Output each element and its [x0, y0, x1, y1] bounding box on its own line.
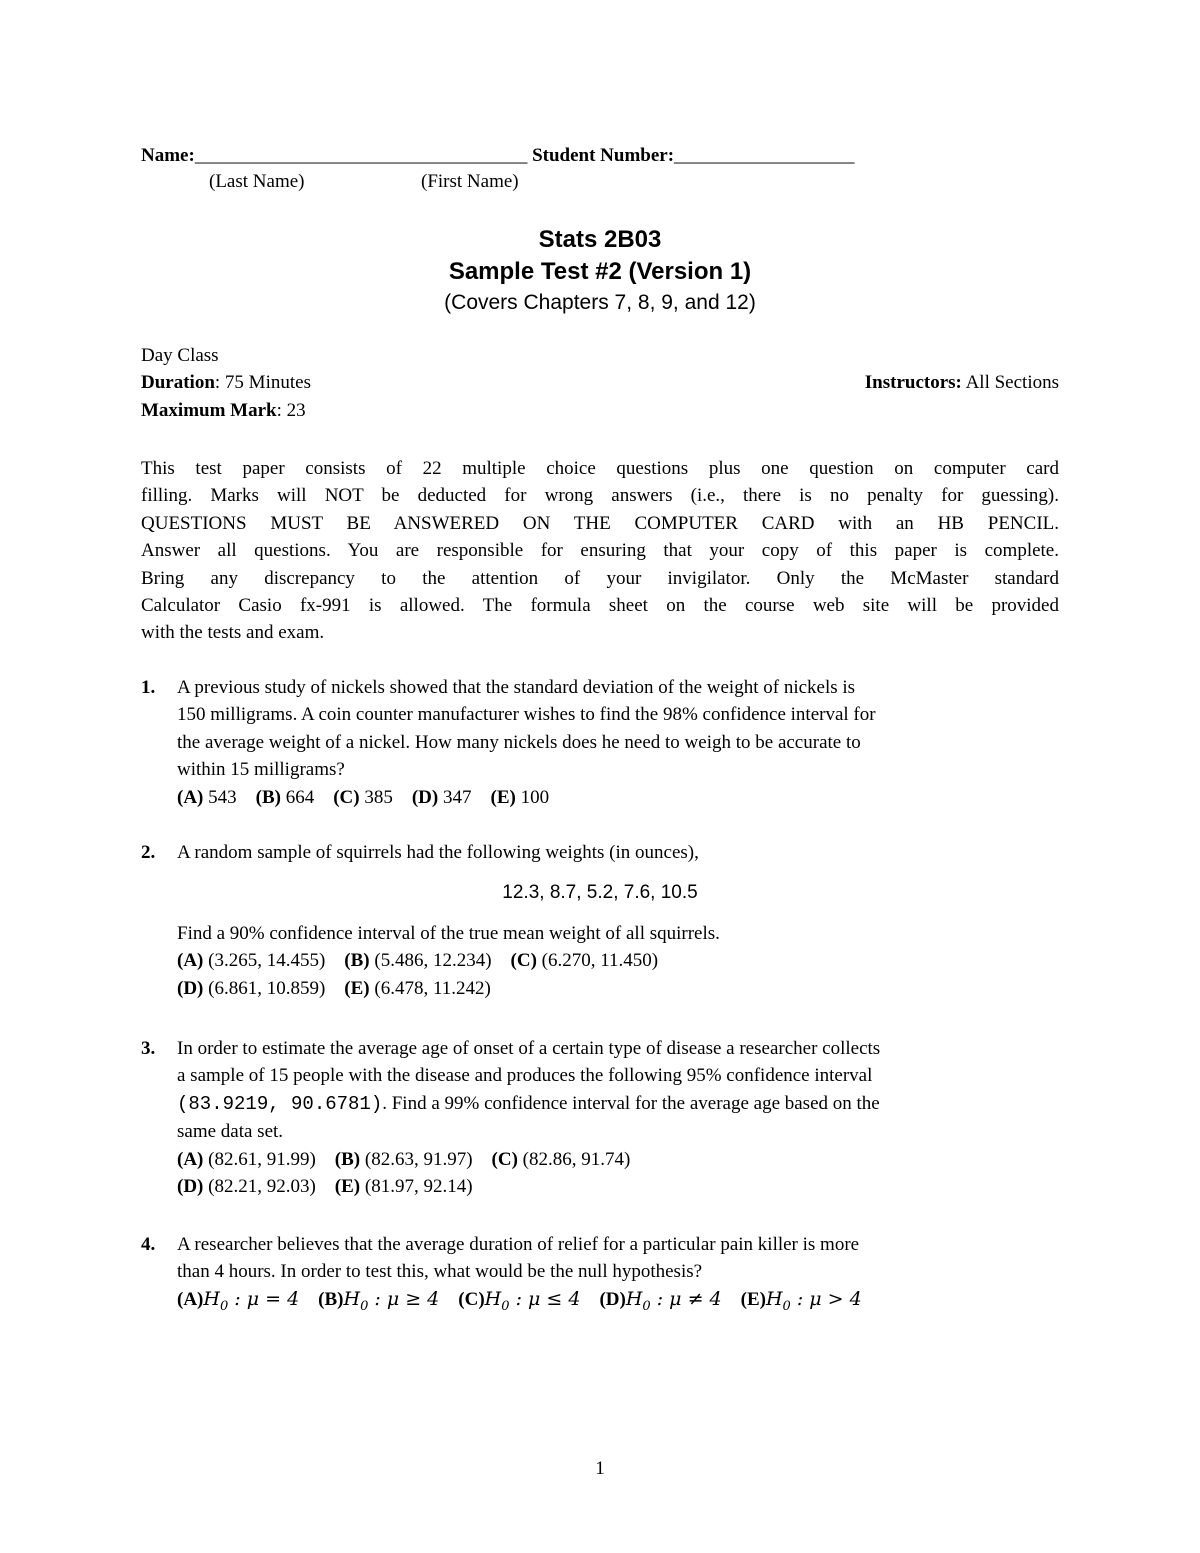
option-text: (82.61, 91.99) — [203, 1148, 316, 1170]
instructions-line: Bring any discrepancy to the attention of your invigilator. Only the McMaster standard — [141, 567, 1059, 589]
option-label: (D) — [599, 1288, 626, 1310]
coverage-subtitle: (Covers Chapters 7, 8, 9, and 12) — [444, 291, 756, 314]
question-text-line: In order to estimate the average age of onset of a certain type of disease a researcher collects — [177, 1038, 881, 1059]
question-text-line: A previous study of nickels showed that the standard deviation of the weight of nickels is — [177, 677, 856, 698]
option-text: (82.63, 91.97) — [360, 1148, 473, 1170]
option-label: (B) — [334, 1148, 361, 1170]
option-text: 543 — [203, 786, 237, 808]
hypothesis-subscript: 0 — [642, 1298, 651, 1314]
answer-options — [177, 1286, 1059, 1320]
confidence-interval: (83.9219, 90.6781) — [177, 1092, 383, 1115]
hypothesis-statement: : μ ≠ 4 — [650, 1287, 722, 1310]
instructors-value: All Sections — [961, 372, 1059, 393]
question-prompt: Find a 90% confidence interval of the true mean weight of all squirrels. — [177, 922, 720, 944]
question-2 — [141, 839, 1059, 1002]
instructions-line: with the tests and exam. — [141, 622, 325, 644]
instructions-line: Answer all questions. You are responsible for ensuring that your copy of this paper is complete. — [141, 540, 1059, 562]
instructions-line: filling. Marks will NOT be deducted for wrong answers (i.e., there is no penalty for guessing). — [141, 485, 1059, 507]
instructors-label: Instructors: — [864, 372, 962, 393]
option-text: (82.21, 92.03) — [203, 1176, 316, 1198]
hypothesis-symbol: H — [343, 1287, 361, 1310]
duration-row — [141, 372, 311, 394]
option-text: (3.265, 14.455) — [203, 950, 326, 972]
option-label: (E) — [334, 1176, 361, 1198]
option-label: (B) — [344, 950, 370, 972]
question-text-line: than 4 hours. In order to test this, what would be the null hypothesis? — [177, 1261, 703, 1283]
option-label: (D) — [177, 977, 204, 999]
hypothesis-statement: : μ > 4 — [790, 1287, 862, 1310]
option-label: (A) — [177, 786, 204, 808]
question-text-line: within 15 milligrams? — [177, 759, 345, 781]
option-text: (6.270, 11.450) — [536, 950, 659, 972]
question-number: 4. — [141, 1234, 156, 1255]
question-text-line: the average weight of a nickel. How many nickels does he need to weigh to be accurate to — [177, 731, 861, 753]
option-label: (E) — [490, 786, 516, 808]
option-text: 347 — [438, 786, 472, 808]
question-number: 3. — [141, 1038, 156, 1059]
question-text-line: a sample of 15 people with the disease and produces the following 95% confidence interval — [177, 1065, 873, 1087]
option-label: (B) — [255, 786, 281, 808]
hypothesis-subscript: 0 — [219, 1298, 229, 1314]
option-label: (C) — [458, 1288, 485, 1310]
instructions-line: This test paper consists of 22 multiple choice questions plus one question on computer card — [141, 458, 1059, 479]
option-label: (B) — [318, 1288, 344, 1310]
option-label: (C) — [333, 786, 360, 808]
option-label: (A) — [177, 1288, 204, 1310]
option-text: (82.86, 91.74) — [517, 1148, 631, 1170]
hypothesis-symbol: H — [765, 1287, 783, 1310]
answer-options-row-2 — [177, 975, 1059, 1002]
max-mark-value: : 23 — [276, 400, 306, 421]
answer-options-row-1 — [177, 947, 1059, 974]
option-label: (E) — [344, 977, 370, 999]
hypothesis-symbol: H — [203, 1287, 220, 1310]
last-name-hint: (Last Name) — [209, 171, 305, 192]
hypothesis-statement: : μ = 4 — [228, 1287, 300, 1310]
question-1 — [141, 674, 1059, 811]
question-text-line: A researcher believes that the average duration of relief for a particular pain killer is more — [177, 1234, 860, 1255]
hypothesis-symbol: H — [625, 1287, 643, 1310]
class-label: Day Class — [141, 345, 219, 366]
test-title: Sample Test #2 (Version 1) — [448, 258, 752, 285]
question-4 — [141, 1231, 1059, 1320]
question-text-line: same data set. — [177, 1121, 284, 1143]
option-label: (C) — [491, 1148, 518, 1170]
max-mark-label: Maximum Mark — [141, 400, 277, 421]
answer-options-row-1 — [177, 1146, 1059, 1173]
instructors-row — [865, 372, 1059, 394]
option-text: 100 — [515, 786, 550, 808]
option-label: (C) — [510, 950, 537, 972]
hypothesis-symbol: H — [484, 1287, 502, 1310]
question-text-rest: . Find a 99% confidence interval for the average age based on the — [382, 1092, 880, 1114]
sample-data: 12.3, 8.7, 5.2, 7.6, 10.5 — [502, 882, 698, 904]
page-number: 1 — [595, 1458, 605, 1479]
first-name-hint: (First Name) — [421, 171, 519, 192]
question-text-line-3 — [177, 1090, 1059, 1118]
hypothesis-subscript: 0 — [782, 1298, 791, 1314]
option-label: (D) — [411, 786, 439, 808]
option-text: (81.97, 92.14) — [360, 1176, 473, 1198]
name-line: ___________________________________ — [194, 145, 528, 166]
course-title: Stats 2B03 — [538, 226, 662, 253]
option-text: 664 — [280, 786, 315, 808]
question-3 — [141, 1035, 1059, 1200]
question-number: 1. — [141, 677, 156, 698]
option-text: (6.478, 11.242) — [369, 977, 491, 999]
option-label: (E) — [740, 1288, 766, 1310]
option-label: (A) — [177, 1148, 204, 1170]
hypothesis-subscript: 0 — [360, 1298, 369, 1314]
instructions-line: QUESTIONS MUST BE ANSWERED ON THE COMPUTER CARD with an HB PENCIL. — [141, 512, 1059, 534]
name-label: Name: — [141, 145, 195, 166]
question-text-line: 150 milligrams. A coin counter manufacturer wishes to find the 98% confidence interval for — [177, 704, 876, 726]
option-label: (A) — [177, 950, 204, 972]
instructions-line: Calculator Casio fx-991 is allowed. The formula sheet on the course web site will be provided — [141, 595, 1059, 617]
option-text: (5.486, 12.234) — [369, 950, 492, 972]
question-text-line: A random sample of squirrels had the following weights (in ounces), — [177, 842, 699, 863]
hypothesis-subscript: 0 — [501, 1298, 510, 1314]
student-number-label: Student Number: — [532, 145, 675, 166]
question-number: 2. — [141, 842, 156, 863]
answer-options-row-2 — [177, 1173, 1059, 1200]
option-text: 385 — [359, 786, 393, 808]
hypothesis-statement: : μ ≥ 4 — [368, 1287, 440, 1310]
hypothesis-statement: : μ ≤ 4 — [509, 1287, 581, 1310]
max-mark-row — [141, 400, 306, 422]
option-text: (6.861, 10.859) — [203, 977, 326, 999]
instructions-paragraph — [141, 455, 1059, 647]
option-label: (D) — [177, 1176, 204, 1198]
name-row — [141, 145, 855, 167]
duration-value: : 75 Minutes — [214, 372, 311, 393]
student-number-line: ___________________ — [674, 145, 855, 166]
duration-label: Duration — [141, 372, 215, 393]
answer-options — [177, 784, 1059, 811]
